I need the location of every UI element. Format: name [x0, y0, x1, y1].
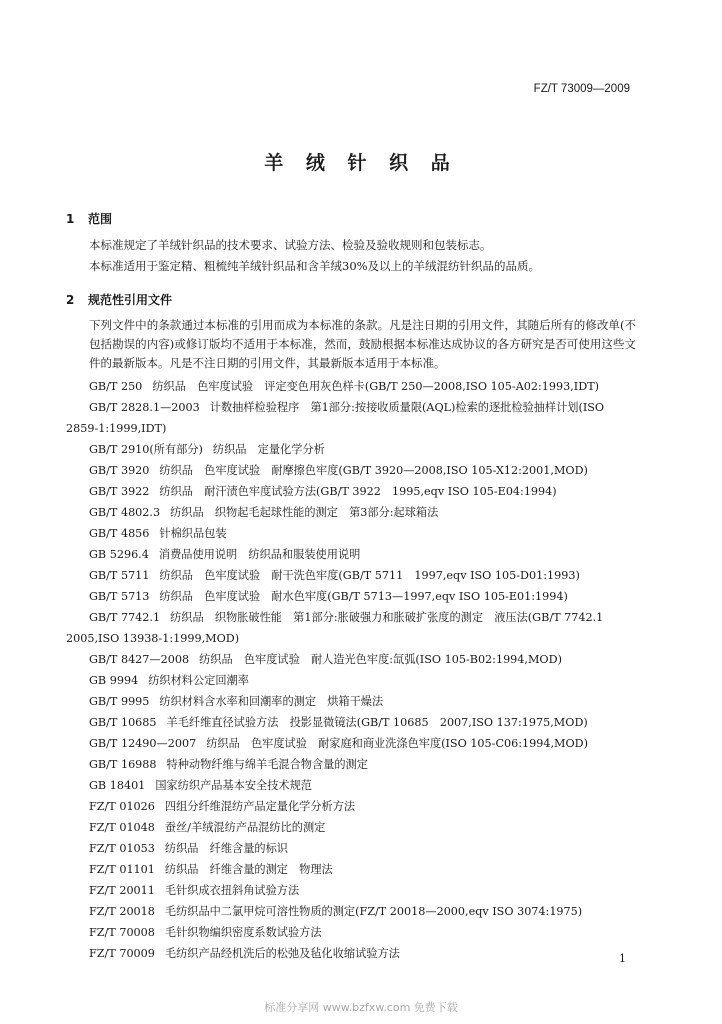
- reference-code: GB/T 5713: [89, 590, 150, 603]
- section-2-title: 规范性引用文件: [88, 293, 173, 307]
- reference-title: 纺织品 色牢度试验 耐摩擦色牢度(GB/T 3920—2008,ISO 105-X12:2001,MOD): [159, 464, 588, 477]
- reference-item: [66, 607, 636, 649]
- reference-code: GB/T 3922: [89, 485, 150, 498]
- reference-code: GB/T 2910(所有部分): [89, 443, 203, 456]
- reference-code: FZ/T 01048: [89, 821, 155, 834]
- reference-title: 国家纺织产品基本安全技术规范: [155, 779, 312, 792]
- reference-title: 纺织品 纤维含量的标识: [164, 842, 288, 855]
- reference-code: GB/T 2828.1—2003: [89, 401, 200, 414]
- reference-title: 针棉织品包装: [159, 527, 227, 540]
- reference-code: FZ/T 70008: [89, 926, 155, 939]
- references-intro-paragraph: 下列文件中的条款通过本标准的引用而成为本标准的条款。凡是注日期的引用文件，其随后所有的修改单(不包括勘误的内容)或修订版均不适用于本标准，然而，鼓励根据本标准达成协议的各方研究是否可使用这些文件的最新版本。凡是不注日期的引用文件，其最新版本适用于本标准。: [89, 318, 636, 370]
- reference-title: 纺织品 色牢度试验 评定变色用灰色样卡(GB/T 250—2008,ISO 105-A02:1993,IDT): [152, 380, 600, 393]
- reference-code: FZ/T 01026: [89, 800, 155, 813]
- reference-title: 毛针织成衣扭斜角试验方法: [164, 884, 300, 897]
- reference-code: FZ/T 01053: [89, 842, 155, 855]
- reference-code: GB/T 7742.1: [89, 611, 161, 624]
- watermark: 标准分享网 www.bzfxw.com 免费下载: [264, 1001, 458, 1014]
- reference-item: [66, 733, 636, 754]
- section-2-heading: [66, 291, 172, 308]
- section-2-number: 2: [66, 293, 75, 307]
- reference-code: GB/T 3920: [89, 464, 150, 477]
- reference-title: 毛针织物编织密度系数试验方法: [164, 926, 322, 939]
- reference-code: GB 18401: [89, 779, 146, 792]
- reference-item: [66, 943, 636, 964]
- reference-item: [66, 901, 636, 922]
- reference-item: [66, 544, 636, 565]
- section-1-heading: [66, 210, 112, 227]
- reference-item: [66, 817, 636, 838]
- reference-code: FZ/T 70009: [89, 947, 155, 960]
- reference-item: [66, 586, 636, 607]
- reference-item: [66, 922, 636, 943]
- reference-code: GB/T 4802.3: [89, 506, 161, 519]
- reference-title: 纺织品 色牢度试验 耐干洗色牢度(GB/T 5711 1997,eqv ISO 105-D01:1993): [159, 569, 580, 582]
- reference-code: GB/T 4856: [89, 527, 150, 540]
- section-1-title: 范围: [88, 212, 113, 226]
- reference-code: FZ/T 20011: [89, 884, 155, 897]
- page-number: 1: [619, 952, 626, 965]
- reference-code: GB/T 250: [89, 380, 143, 393]
- reference-item: [66, 502, 636, 523]
- scope-paragraph-1: 本标准规定了羊绒针织品的技术要求、试验方法、检验及验收规则和包装标志。: [89, 238, 492, 252]
- reference-code: FZ/T 20018: [89, 905, 155, 918]
- reference-list: [66, 376, 636, 964]
- reference-title: 纺织品 色牢度试验 耐人造光色牢度:氙弧(ISO 105-B02:1994,MOD): [199, 653, 562, 666]
- reference-item: [66, 481, 636, 502]
- reference-item: [66, 439, 636, 460]
- reference-code: GB 5296.4: [89, 548, 149, 561]
- reference-code: GB/T 5711: [89, 569, 150, 582]
- reference-item: [66, 460, 636, 481]
- reference-item: [66, 859, 636, 880]
- reference-title: 纺织材料公定回潮率: [148, 674, 249, 687]
- reference-title: 毛纺织产品经机洗后的松弛及毡化收缩试验方法: [164, 947, 400, 960]
- reference-item: [66, 565, 636, 586]
- section-2-intro: [66, 316, 636, 373]
- reference-item: [66, 880, 636, 901]
- reference-title: 纺织品 织物胀破性能 第1部分:胀破强力和胀破扩张度的测定 液压法(GB/T 7742.1 2005,ISO 13938-1:1999,MOD): [66, 611, 615, 645]
- reference-item: [66, 649, 636, 670]
- reference-title: 羊毛纤维直径试验方法 投影显微镜法(GB/T 10685 2007,ISO 137:1975,MOD): [166, 716, 588, 729]
- reference-item: [66, 670, 636, 691]
- reference-title: 纺织品 定量化学分析: [212, 443, 325, 456]
- reference-item: [66, 838, 636, 859]
- reference-item: [66, 712, 636, 733]
- reference-item: [66, 754, 636, 775]
- reference-item: [66, 691, 636, 712]
- reference-code: GB/T 9995: [89, 695, 150, 708]
- reference-code: GB/T 16988: [89, 758, 157, 771]
- reference-title: 纺织品 色牢度试验 耐家庭和商业洗涤色牢度(ISO 105-C06:1994,MOD): [206, 737, 589, 750]
- standard-code: FZ/T 73009—2009: [533, 83, 630, 95]
- reference-title: 四组分纤维混纺产品定量化学分析方法: [164, 800, 356, 813]
- reference-title: 纺织材料含水率和回潮率的测定 烘箱干燥法: [159, 695, 384, 708]
- reference-item: [66, 376, 636, 397]
- reference-title: 蚕丝/羊绒混纺产品混纺比的测定: [164, 821, 326, 834]
- reference-code: GB/T 8427—2008: [89, 653, 190, 666]
- document-title: 羊 绒 针 织 品: [264, 152, 458, 174]
- reference-title: 纺织品 耐汗渍色牢度试验方法(GB/T 3922 1995,eqv ISO 105-E04:1994): [159, 485, 557, 498]
- reference-item: [66, 523, 636, 544]
- reference-code: GB/T 10685: [89, 716, 157, 729]
- reference-title: 特种动物纤维与绵羊毛混合物含量的测定: [166, 758, 368, 771]
- reference-code: FZ/T 01101: [89, 863, 155, 876]
- scope-paragraph-2: 本标准适用于鉴定精、粗梳纯羊绒针织品和含羊绒30%及以上的羊绒混纺针织品的品质。: [89, 259, 541, 273]
- reference-title: 纺织品 色牢度试验 耐水色牢度(GB/T 5713—1997,eqv ISO 105-E01:1994): [159, 590, 568, 603]
- section-1-number: 1: [66, 212, 75, 226]
- reference-item: [66, 796, 636, 817]
- reference-title: 毛纺织品中二氯甲烷可溶性物质的测定(FZ/T 20018—2000,eqv ISO 3074:1975): [164, 905, 583, 918]
- reference-title: 计数抽样检验程序 第1部分:按接收质量限(AQL)检索的逐批检验抽样计划(ISO 2859-1:1999,IDT): [66, 401, 605, 435]
- reference-item: [66, 775, 636, 796]
- section-1-body: [66, 236, 636, 275]
- reference-code: GB 9994: [89, 674, 139, 687]
- reference-title: 纺织品 织物起毛起球性能的测定 第3部分:起球箱法: [170, 506, 439, 519]
- reference-item: [66, 397, 636, 439]
- reference-title: 纺织品 纤维含量的测定 物理法: [164, 863, 333, 876]
- reference-title: 消费品使用说明 纺织品和服装使用说明: [158, 548, 361, 561]
- reference-code: GB/T 12490—2007: [89, 737, 197, 750]
